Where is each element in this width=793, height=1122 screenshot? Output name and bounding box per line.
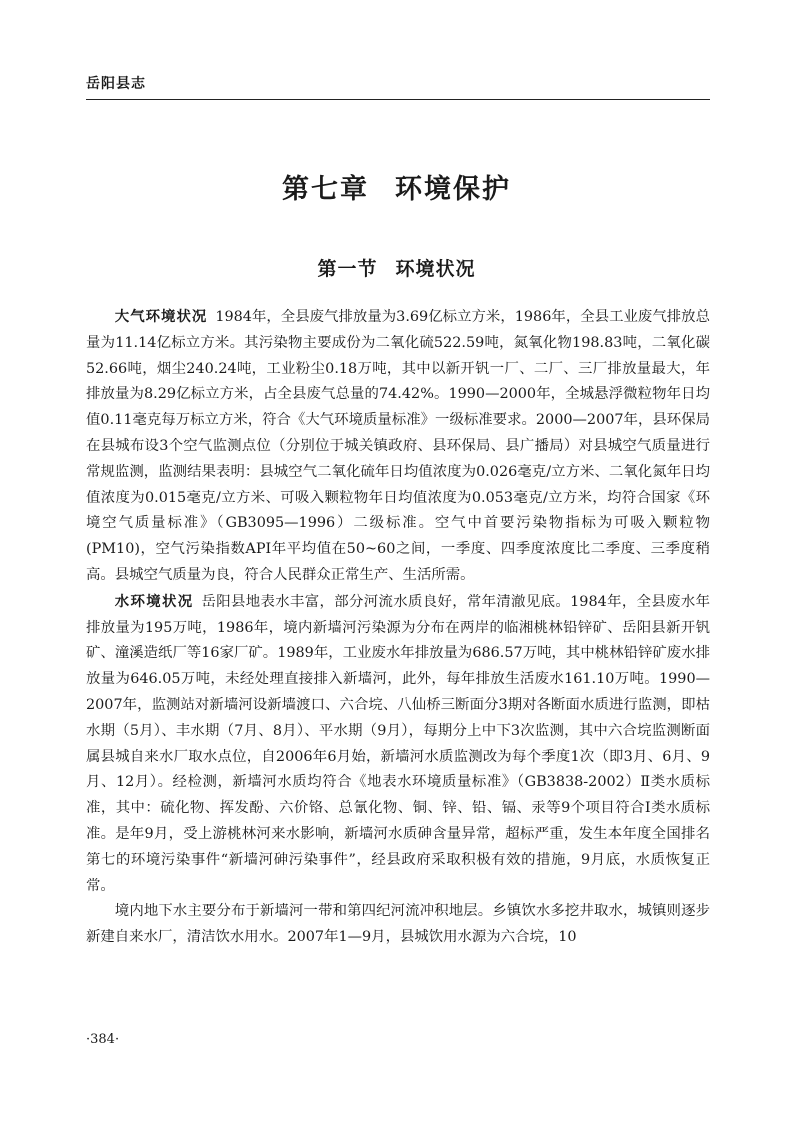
header-rule bbox=[86, 99, 710, 100]
paragraph-text: 岳阳县地表水丰富，部分河流水质良好，常年清澈见底。1984年，全县废水年排放量为195万吨，1986年，境内新墙河污染源为分布在两岸的临湘桃林铅锌矿、岳阳县新开钒矿、潼溪造纸厂等16家厂矿。1989年，工业废水年排放量为686.57万吨，其中桃林铅锌矿废水排放量为646.05万吨，未经处理直接排入新墙河，此外，每年排放生活废水161.10万吨。1990—2007年，监测站对新墙河设新墙渡口、六合垸、八仙桥三断面分3期对各断面水质进行监测，即枯水期（5月）、丰水期（7月、8月）、平水期（9月），每期分上中下3次监测，其中六合垸监测断面属县城自来水厂取水点位，自2006年6月始，新墙河水质监测改为每个季度1次（即3月、6月、9月、12月）。经检测，新墙河水质均符合《地表水环境质量标准》（GB3838-2002）Ⅱ类水质标准，其中：硫化物、挥发酚、六价铬、总氰化物、铜、锌、铅、镉、汞等9个项目符合Ⅰ类水质标准。是年9月，受上游桃林河来水影响，新墙河水质砷含量异常，超标严重，发生本年度全国排名第七的环境污染事件“新墙河砷污染事件”，经县政府采取积极有效的措施，9月底，水质恢复正常。 bbox=[86, 593, 710, 894]
paragraph-text: 境内地下水主要分布于新墙河一带和第四纪河流冲积地层。乡镇饮水多挖井取水，城镇则逐步新建自来水厂，清洁饮水用水。2007年1—9月，县城饮用水源为六合垸，10 bbox=[86, 903, 710, 946]
paragraph-text: 1984年，全县废气排放量为3.69亿标立方米，1986年，全县工业废气排放总量为11.14亿标立方米。其污染物主要成份为二氧化硫522.59吨，氮氧化物198.83吨，二氧化碳52.66吨，烟尘240.24吨，工业粉尘0.18万吨，其中以新开钒一厂、二厂、三厂排放量最大，年排放量为8.29亿标立方米，占全县废气总量的74.42%。1990—2000年，全城悬浮微粒物年日均值0.11毫克每万标立方米，符合《大气环境质量标准》一级标准要求。2000—2007年，县环保局在县城布设3个空气监测点位（分别位于城关镇政府、县环保局、县广播局）对县城空气质量进行常规监测，监测结果表明：县城空气二氧化硫年日均值浓度为0.026毫克/立方米、二氧化氮年日均值浓度为0.015毫克/立方米、可吸入颗粒物年日均值浓度为0.053毫克/立方米，均符合国家《环境空气质量标准》（GB3095—1996）二级标准。空气中首要污染物指标为可吸入颗粒物(PM10)，空气污染指数API年平均值在50~60之间，一季度、四季度浓度比二季度、三季度稍高。县城空气质量为良，符合人民群众正常生产、生活所需。 bbox=[86, 309, 710, 583]
body-text bbox=[86, 304, 710, 951]
paragraph-groundwater bbox=[86, 899, 710, 951]
chapter-number: 第七章 bbox=[282, 174, 369, 205]
chapter-name: 环境保护 bbox=[395, 174, 511, 205]
paragraph-air-environment bbox=[86, 304, 710, 589]
section-title bbox=[0, 254, 793, 281]
page-number: ·384· bbox=[86, 1032, 120, 1047]
paragraph-lead-heading: 水环境状况 bbox=[114, 592, 194, 610]
paragraph-lead-heading: 大气环境状况 bbox=[114, 308, 208, 325]
paragraph-water-environment bbox=[86, 589, 710, 900]
section-name: 环境状况 bbox=[395, 258, 476, 280]
chapter-title bbox=[0, 167, 793, 206]
running-header-book-title: 岳阳县志 bbox=[86, 76, 146, 92]
section-number: 第一节 bbox=[317, 258, 378, 280]
